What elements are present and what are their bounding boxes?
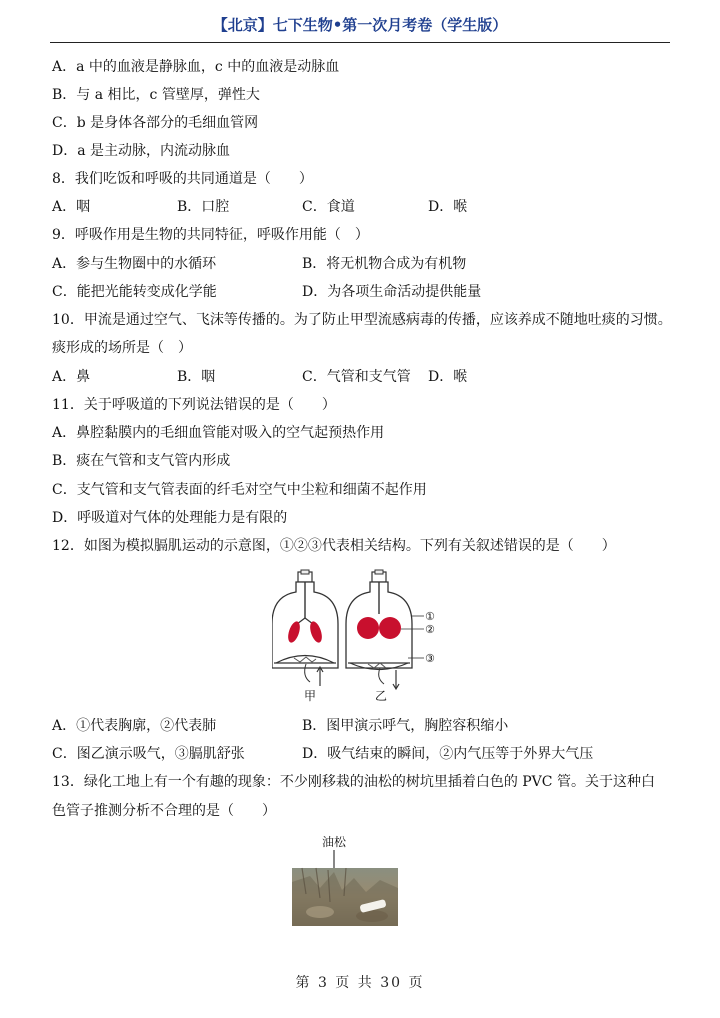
q10-stem-line1: 10．甲流是通过空气、飞沫等传播的。为了防止甲型流感病毒的传播，应该养成不随地吐痰的习惯。	[52, 312, 672, 328]
q12-option-b: B．图甲演示呼气，胸腔容积缩小	[302, 718, 509, 734]
q9-option-d: D．为各项生命活动提供能量	[302, 284, 482, 300]
q8-stem: 8．我们吃饭和呼吸的共同通道是（ ）	[52, 171, 313, 187]
bell-jar-jia	[272, 570, 338, 686]
q10-option-d: D．喉	[428, 369, 468, 385]
q9-option-c: C．能把光能转变成化学能	[52, 284, 217, 300]
q12-option-d: D．吸气结束的瞬间，②内气压等于外界大气压	[302, 746, 594, 762]
pine-pvc-photo	[290, 832, 400, 928]
callout-3: ③	[425, 652, 435, 665]
q7-option-c: C．b 是身体各部分的毛细血管网	[52, 115, 259, 131]
q10-stem-line2: 痰形成的场所是（ ）	[52, 340, 192, 356]
q11-option-a: A．鼻腔黏膜内的毛细血管能对吸入的空气起预热作用	[52, 425, 385, 441]
q11-stem: 11．关于呼吸道的下列说法错误的是（ ）	[52, 397, 336, 413]
q7-option-d: D．a 是主动脉，内流动脉血	[52, 143, 231, 159]
label-yi: 乙	[375, 689, 388, 703]
q7-option-a: A．a 中的血液是静脉血，c 中的血液是动脉血	[52, 59, 340, 75]
q9-stem: 9．呼吸作用是生物的共同特征，呼吸作用能（ ）	[52, 227, 369, 243]
q12-option-a: A．①代表胸廓，②代表肺	[52, 718, 217, 734]
q10-option-b: B．咽	[177, 369, 216, 385]
q8-option-d: D．喉	[428, 199, 468, 215]
q11-option-c: C．支气管和支气管表面的纤毛对空气中尘粒和细菌不起作用	[52, 482, 427, 498]
page-header: 【北京】七下生物•第一次月考卷（学生版）	[212, 16, 508, 34]
q7-option-b: B．与 a 相比，c 管壁厚，弹性大	[52, 87, 260, 103]
q10-option-a: A．鼻	[52, 369, 91, 385]
q13-stem-line1: 13．绿化工地上有一个有趣的现象：不少刚移栽的油松的树坑里插着白色的 PVC 管。关于这种白	[52, 774, 655, 790]
q10-option-c: C．气管和支气管	[302, 369, 411, 385]
page-footer: 第 3 页 共 30 页	[295, 975, 425, 991]
label-jia: 甲	[304, 689, 317, 703]
callout-2: ②	[425, 623, 435, 636]
q8-option-b: B．口腔	[177, 199, 230, 215]
q12-option-c: C．图乙演示吸气，③膈肌舒张	[52, 746, 245, 762]
q12-stem: 12．如图为模拟膈肌运动的示意图，①②③代表相关结构。下列有关叙述错误的是（ ）	[52, 538, 616, 554]
q11-option-b: B．痰在气管和支气管内形成	[52, 453, 231, 469]
q13-stem-line2: 色管子推测分析不合理的是（ ）	[52, 803, 276, 819]
callout-1: ①	[425, 610, 435, 623]
q9-option-b: B．将无机物合成为有机物	[302, 256, 467, 272]
diaphragm-model-figure	[272, 568, 448, 708]
q9-option-a: A．参与生物圈中的水循环	[52, 256, 217, 272]
header-divider	[50, 42, 670, 43]
bell-jar-yi	[346, 570, 424, 689]
q8-option-a: A．咽	[52, 199, 91, 215]
q8-option-c: C．食道	[302, 199, 355, 215]
q11-option-d: D．呼吸道对气体的处理能力是有限的	[52, 510, 288, 526]
photo-label-pine: 油松	[322, 835, 347, 849]
